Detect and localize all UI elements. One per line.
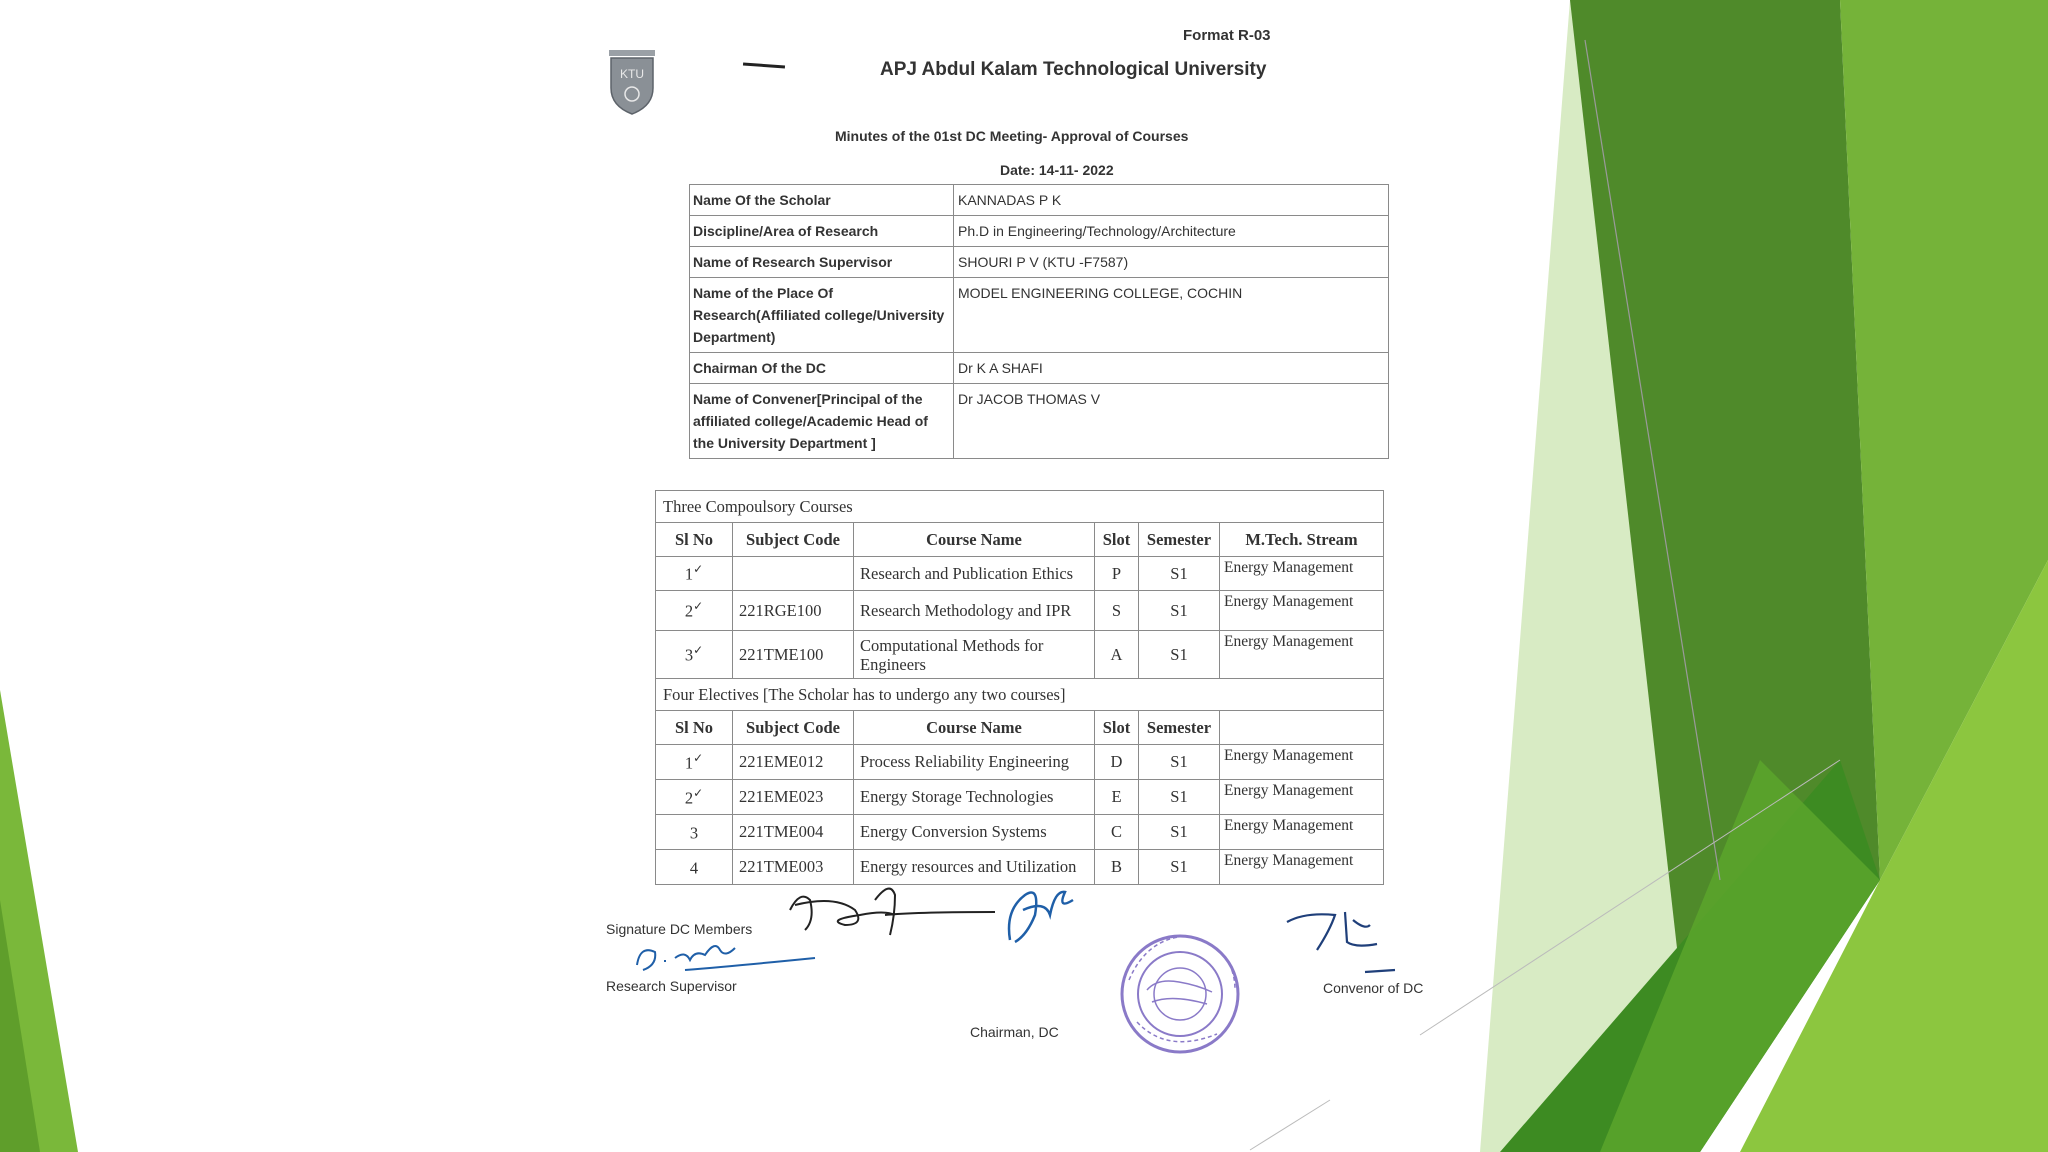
col-header: Course Name xyxy=(854,523,1095,557)
info-value: Dr K A SHAFI xyxy=(954,353,1389,384)
signature-members-label: Signature DC Members xyxy=(606,921,753,937)
stream: Energy Management xyxy=(1220,850,1384,885)
col-header: Semester xyxy=(1139,523,1220,557)
col-header: Sl No xyxy=(656,523,733,557)
subject-code xyxy=(733,557,854,591)
course-name: Energy resources and Utilization xyxy=(854,850,1095,885)
semester: S1 xyxy=(1139,850,1220,885)
logo-text: KTU xyxy=(620,67,644,81)
slot: A xyxy=(1095,631,1139,679)
semester: S1 xyxy=(1139,591,1220,631)
table-row xyxy=(656,815,1384,850)
col-header: Subject Code xyxy=(733,711,854,745)
scholar-info-table xyxy=(689,184,1389,459)
col-header: Sl No xyxy=(656,711,733,745)
table-row xyxy=(656,631,1384,679)
sl-no: 3 xyxy=(656,815,733,850)
slot: P xyxy=(1095,557,1139,591)
tick-mark: ✓ xyxy=(693,643,704,658)
info-label: Discipline/Area of Research xyxy=(690,216,954,247)
info-label: Name of Research Supervisor xyxy=(690,247,954,278)
col-header: Slot xyxy=(1095,523,1139,557)
semester: S1 xyxy=(1139,557,1220,591)
research-supervisor-label: Research Supervisor xyxy=(606,978,737,994)
sl-no: 2✓ xyxy=(656,591,733,631)
tick-mark: ✓ xyxy=(693,562,704,577)
document-page xyxy=(595,0,1435,1152)
info-label: Name Of the Scholar xyxy=(690,185,954,216)
course-name: Energy Conversion Systems xyxy=(854,815,1095,850)
dc-member-signature xyxy=(790,889,995,935)
info-value: SHOURI P V (KTU -F7587) xyxy=(954,247,1389,278)
info-label: Name of the Place Of Research(Affiliated college/University Department) xyxy=(690,278,954,353)
subject-code: 221TME004 xyxy=(733,815,854,850)
stream: Energy Management xyxy=(1220,631,1384,679)
sl-no: 1✓ xyxy=(656,745,733,780)
tick-mark: ✓ xyxy=(693,599,704,614)
course-name: Energy Storage Technologies xyxy=(854,780,1095,815)
subject-code: 221RGE100 xyxy=(733,591,854,631)
course-name: Research and Publication Ethics xyxy=(854,557,1095,591)
subject-code: 221TME003 xyxy=(733,850,854,885)
col-header: Subject Code xyxy=(733,523,854,557)
semester: S1 xyxy=(1139,815,1220,850)
slot: B xyxy=(1095,850,1139,885)
info-row xyxy=(690,216,1389,247)
col-header: Slot xyxy=(1095,711,1139,745)
compulsory-section-title: Three Compoulsory Courses xyxy=(656,491,1384,523)
slot: C xyxy=(1095,815,1139,850)
col-header: Course Name xyxy=(854,711,1095,745)
sl-no: 2✓ xyxy=(656,780,733,815)
format-label: Format R-03 xyxy=(1183,27,1271,44)
semester: S1 xyxy=(1139,631,1220,679)
course-name: Research Methodology and IPR xyxy=(854,591,1095,631)
subject-code: 221TME100 xyxy=(733,631,854,679)
subject-code: 221EME023 xyxy=(733,780,854,815)
info-row xyxy=(690,384,1389,459)
supervisor-signature xyxy=(637,946,815,970)
electives-section-title: Four Electives [The Scholar has to undergo any two courses] xyxy=(656,679,1384,711)
table-row xyxy=(656,745,1384,780)
semester: S1 xyxy=(1139,745,1220,780)
chairman-label: Chairman, DC xyxy=(970,1024,1059,1040)
col-header: Semester xyxy=(1139,711,1220,745)
stream: Energy Management xyxy=(1220,591,1384,631)
university-logo-icon xyxy=(607,48,657,116)
tick-mark: ✓ xyxy=(693,785,704,800)
table-row xyxy=(656,557,1384,591)
tick-mark: ✓ xyxy=(693,750,704,765)
info-label: Name of Convener[Principal of the affiliated college/Academic Head of the University Department ] xyxy=(690,384,954,459)
sl-no: 4 xyxy=(656,850,733,885)
meeting-date: Date: 14-11- 2022 xyxy=(1000,162,1114,178)
electives-header-row xyxy=(656,711,1384,745)
info-value: MODEL ENGINEERING COLLEGE, COCHIN xyxy=(954,278,1389,353)
slot: D xyxy=(1095,745,1139,780)
stream: Energy Management xyxy=(1220,745,1384,780)
stream: Energy Management xyxy=(1220,815,1384,850)
semester: S1 xyxy=(1139,780,1220,815)
course-name: Process Reliability Engineering xyxy=(854,745,1095,780)
dc-member-signature-2 xyxy=(1009,892,1073,942)
info-row xyxy=(690,353,1389,384)
stream: Energy Management xyxy=(1220,780,1384,815)
college-seal-icon xyxy=(1117,930,1243,1058)
stream: Energy Management xyxy=(1220,557,1384,591)
info-row xyxy=(690,185,1389,216)
courses-table xyxy=(655,490,1384,885)
pen-mark xyxy=(743,63,785,69)
convenor-signature xyxy=(1287,912,1395,972)
table-row xyxy=(656,780,1384,815)
compulsory-header-row xyxy=(656,523,1384,557)
sl-no: 3✓ xyxy=(656,631,733,679)
info-row xyxy=(690,278,1389,353)
convenor-label: Convenor of DC xyxy=(1323,980,1424,996)
university-name: APJ Abdul Kalam Technological University xyxy=(880,59,1267,80)
subject-code: 221EME012 xyxy=(733,745,854,780)
info-row xyxy=(690,247,1389,278)
info-value: KANNADAS P K xyxy=(954,185,1389,216)
info-label: Chairman Of the DC xyxy=(690,353,954,384)
info-value: Dr JACOB THOMAS V xyxy=(954,384,1389,459)
minutes-title: Minutes of the 01st DC Meeting- Approval of Courses xyxy=(835,128,1189,144)
course-name: Computational Methods for Engineers xyxy=(854,631,1095,679)
sl-no: 1✓ xyxy=(656,557,733,591)
col-header: M.Tech. Stream xyxy=(1220,523,1384,557)
slot: E xyxy=(1095,780,1139,815)
col-header xyxy=(1220,711,1384,745)
info-value: Ph.D in Engineering/Technology/Architecture xyxy=(954,216,1389,247)
slot: S xyxy=(1095,591,1139,631)
table-row xyxy=(656,591,1384,631)
